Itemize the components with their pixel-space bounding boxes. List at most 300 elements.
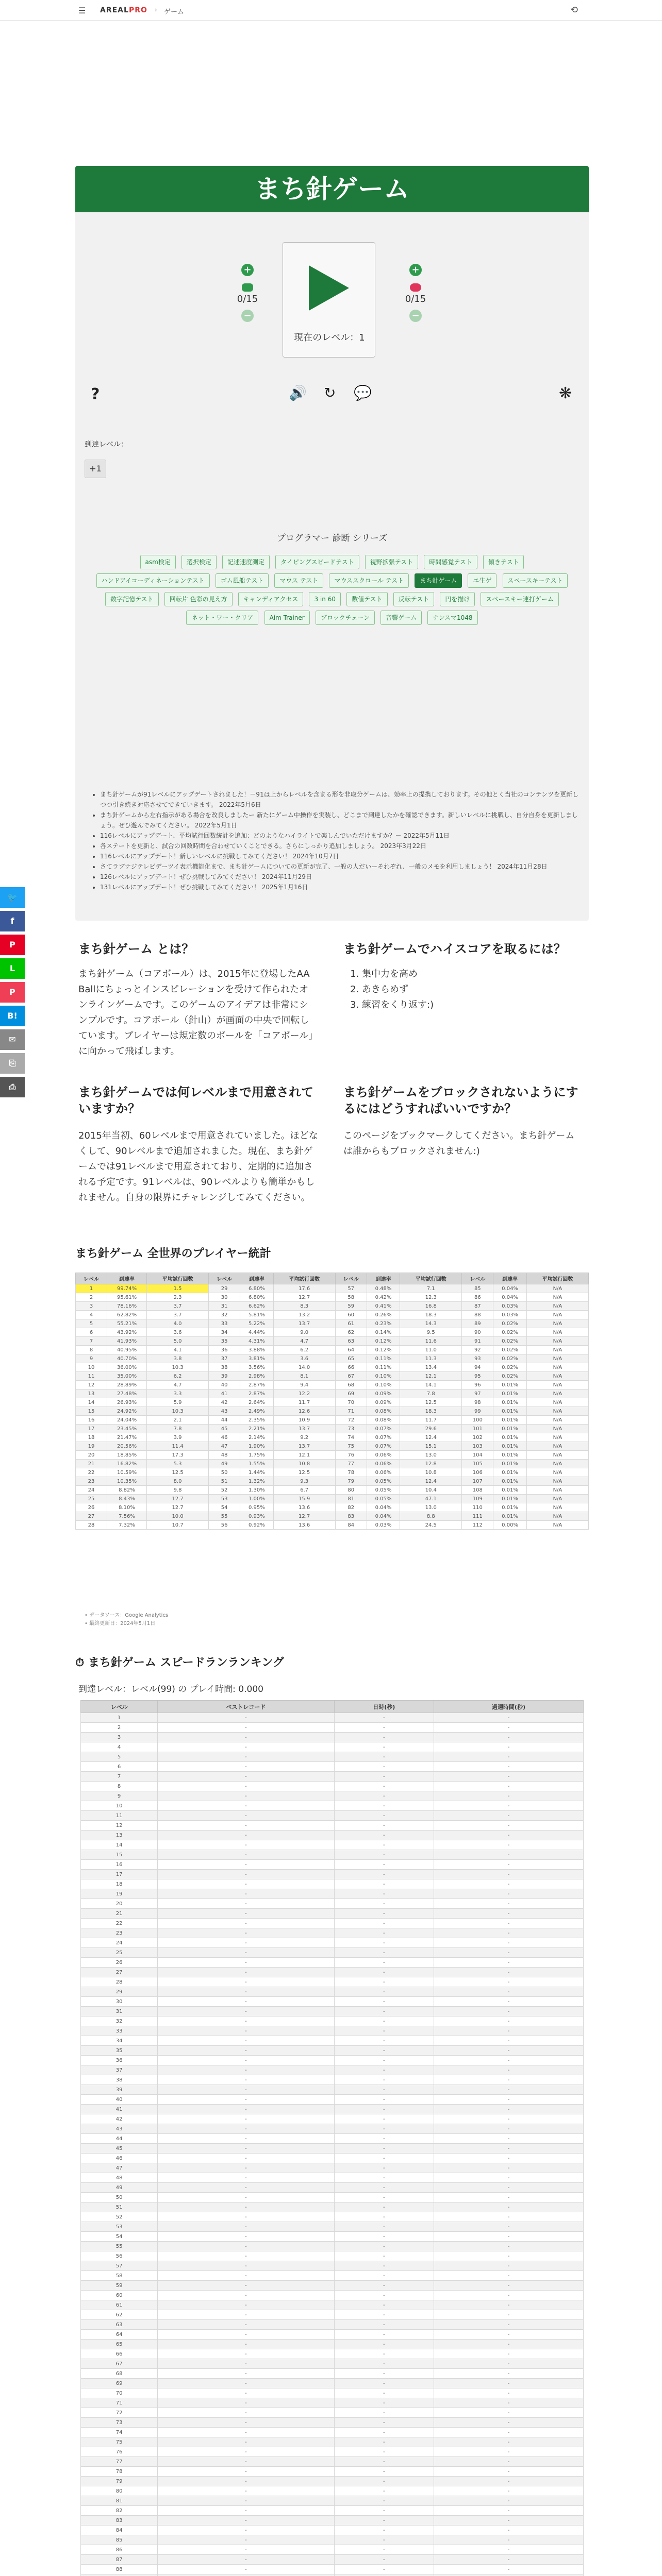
speedrun-cell: - [158, 1919, 334, 1928]
speedrun-cell: - [158, 1840, 334, 1850]
speedrun-cell: - [158, 2183, 334, 2193]
speedrun-cell: - [334, 2516, 434, 2526]
stats-cell: N/A [526, 1328, 588, 1337]
speedrun-cell: - [434, 1752, 584, 1762]
stats-cell: 110 [462, 1503, 493, 1512]
stats-cell: 57 [335, 1284, 367, 1293]
series-tag[interactable]: ゴム風船テスト [216, 573, 269, 588]
series-tag[interactable]: 数字記憶テスト [105, 592, 159, 606]
right-plus-button[interactable]: + [409, 264, 422, 276]
stats-cell: 10.9 [273, 1416, 335, 1425]
speedrun-level-cell: 19 [81, 1889, 158, 1899]
stats-cell: N/A [526, 1407, 588, 1416]
speedrun-cell: - [334, 1782, 434, 1791]
stats-header-cell: 平均試行回数 [400, 1273, 462, 1284]
speedrun-cell: - [434, 2398, 584, 2408]
speedrun-level-cell: 56 [81, 2251, 158, 2261]
speedrun-row [81, 2526, 584, 2535]
speedrun-cell: - [334, 2056, 434, 2065]
stats-cell: 0.48% [367, 1284, 400, 1293]
stats-cell: 5.22% [240, 1319, 274, 1328]
stats-cell: 7.8 [400, 1389, 462, 1398]
series-tag[interactable]: 傾きテスト [483, 555, 524, 569]
stats-notes [85, 1612, 394, 1628]
stats-cell: 0.04% [493, 1284, 527, 1293]
speedrun-row [81, 2046, 584, 2056]
speedrun-level-cell: 3 [81, 1733, 158, 1742]
series-tag[interactable]: マウススクロール テスト [329, 573, 409, 588]
stats-cell: 3.81% [240, 1354, 274, 1363]
speedrun-cell: - [158, 2173, 334, 2183]
left-plus-button[interactable]: + [241, 264, 254, 276]
stats-cell: N/A [526, 1284, 588, 1293]
speedrun-level-cell: 88 [81, 2565, 158, 2574]
series-tag[interactable]: ネット・ワー・クリア [186, 611, 258, 625]
stats-cell: 0.23% [367, 1319, 400, 1328]
speedrun-level-cell: 35 [81, 2046, 158, 2056]
speedrun-cell: - [158, 2095, 334, 2105]
level-select-pill[interactable]: +1 [85, 460, 106, 478]
speedrun-cell: - [158, 1889, 334, 1899]
stats-cell: 4.0 [147, 1319, 209, 1328]
restart-icon[interactable]: ↻ [324, 384, 336, 401]
stats-cell: 89 [462, 1319, 493, 1328]
series-tags [91, 552, 573, 626]
twitter-share-icon[interactable]: 🐦 [0, 887, 25, 908]
stats-row [76, 1495, 589, 1503]
speedrun-level-cell: 72 [81, 2408, 158, 2418]
stats-cell: 14 [76, 1398, 107, 1407]
news-item: • さてラブナジテレビデーツイ表示機能化まで、まち針ゲームについての更新が完了、一般の人だいーそれぞれ、一般のメモを利用しましょう！ 2024年11月28日 [100, 861, 584, 872]
series-tag[interactable]: タイピングスピードテスト [275, 555, 359, 569]
speedrun-row [81, 1762, 584, 1772]
speedrun-cell: - [434, 2369, 584, 2379]
stats-cell: 13.2 [273, 1311, 335, 1319]
speedrun-cell: - [334, 1899, 434, 1909]
speedrun-row [81, 2193, 584, 2202]
stats-cell: 10.3 [147, 1407, 209, 1416]
speedrun-cell: - [158, 1860, 334, 1870]
stats-cell: 0.02% [493, 1346, 527, 1354]
stats-row [76, 1416, 589, 1425]
series-tag[interactable]: 視野拡張テスト [365, 555, 419, 569]
speedrun-level-cell: 7 [81, 1772, 158, 1782]
speedrun-cell: - [334, 2447, 434, 2457]
series-tag[interactable]: 回転片 色彩の見え方 [164, 592, 233, 606]
speedrun-cell: - [434, 2496, 584, 2506]
stats-cell: 3.7 [147, 1302, 209, 1311]
facebook-share-icon[interactable]: f [0, 911, 25, 931]
stats-cell: 0.02% [493, 1363, 527, 1372]
speedrun-row [81, 2418, 584, 2428]
speedrun-cell: - [158, 2291, 334, 2300]
speedrun-cell: - [334, 2526, 434, 2535]
speedrun-level-cell: 20 [81, 1899, 158, 1909]
speedrun-cell: - [434, 1958, 584, 1968]
speedrun-level-cell: 61 [81, 2300, 158, 2310]
copy-link-share-icon[interactable]: ⎘ [0, 1053, 25, 1074]
stats-cell: 92 [462, 1346, 493, 1354]
speedrun-cell: - [158, 1782, 334, 1791]
series-tag[interactable]: 円を描け [440, 592, 475, 606]
stats-cell: 0.02% [493, 1328, 527, 1337]
stats-header-cell: レベル [76, 1273, 107, 1284]
stats-note: • 最終更新日：2024年5月1日 [85, 1621, 156, 1626]
stats-cell: 1.90% [240, 1442, 274, 1451]
stats-header-cell: 到達率 [367, 1273, 400, 1284]
stats-cell: 85 [462, 1284, 493, 1293]
speedrun-row [81, 2330, 584, 2340]
speedrun-cell: - [158, 2163, 334, 2173]
stats-cell: 40.95% [107, 1346, 147, 1354]
stats-row [76, 1372, 589, 1381]
stats-cell: 81 [335, 1495, 367, 1503]
speedrun-cell: - [434, 2271, 584, 2281]
speedrun-table [80, 1700, 584, 2576]
speedrun-cell: - [158, 1909, 334, 1919]
stats-cell: 38 [209, 1363, 240, 1372]
series-tag[interactable]: スペースキー連打ゲーム [481, 592, 558, 606]
speedrun-level-cell: 5 [81, 1752, 158, 1762]
speedrun-level-cell: 44 [81, 2134, 158, 2144]
speedrun-cell: - [434, 1997, 584, 2007]
stats-cell: 8.43% [107, 1495, 147, 1503]
speedrun-level-cell: 8 [81, 1782, 158, 1791]
speedrun-cell: - [434, 2134, 584, 2144]
speedrun-level-cell: 76 [81, 2447, 158, 2457]
stats-cell: 62.82% [107, 1311, 147, 1319]
speedrun-cell: - [158, 1723, 334, 1733]
speedrun-cell: - [334, 2398, 434, 2408]
speedrun-cell: - [158, 1879, 334, 1889]
play-box[interactable] [283, 242, 375, 358]
speedrun-cell: - [334, 2349, 434, 2359]
logo-pro: PRO [128, 6, 147, 14]
speedrun-row [81, 2212, 584, 2222]
speedrun-cell: - [334, 2300, 434, 2310]
speedrun-row [81, 1840, 584, 1850]
stats-cell: 74 [335, 1433, 367, 1442]
stats-cell: N/A [526, 1495, 588, 1503]
speedrun-level-cell: 28 [81, 1977, 158, 1987]
speedrun-cell: - [158, 2105, 334, 2114]
speedrun-cell: - [334, 2369, 434, 2379]
speedrun-cell: - [434, 1782, 584, 1791]
series-tag[interactable]: 時間感覚テスト [424, 555, 477, 569]
series-tag[interactable]: asm検定 [140, 555, 176, 569]
speedrun-cell: - [434, 2477, 584, 2486]
series-tag[interactable]: 選択検定 [181, 555, 217, 569]
speedrun-cell: - [434, 2222, 584, 2232]
series-tag[interactable]: 記述速度測定 [222, 555, 270, 569]
stats-cell: 12.1 [273, 1451, 335, 1460]
stats-cell: 0.07% [367, 1433, 400, 1442]
stats-cell: N/A [526, 1398, 588, 1407]
speedrun-cell: - [434, 1791, 584, 1801]
speedrun-row [81, 2026, 584, 2036]
speedrun-row [81, 2555, 584, 2565]
speedrun-level-cell: 70 [81, 2388, 158, 2398]
speedrun-cell: - [434, 1772, 584, 1782]
stats-cell: 0.02% [493, 1354, 527, 1363]
speedrun-row [81, 1811, 584, 1821]
series-tag[interactable]: 数値テスト [346, 592, 388, 606]
speedrun-cell: - [158, 1733, 334, 1742]
speedrun-row [81, 2075, 584, 2085]
stats-cell: 83 [335, 1512, 367, 1521]
settings-icon[interactable]: ❋ [559, 384, 572, 402]
stats-cell: N/A [526, 1302, 588, 1311]
stats-cell: 0.03% [493, 1302, 527, 1311]
stats-row [76, 1451, 589, 1460]
series-tag[interactable]: ナンスマ1048 [427, 611, 477, 625]
levels-heading: まち針ゲームでは何レベルまで用意されていますか？ [78, 1085, 313, 1116]
speedrun-level-cell: 6 [81, 1762, 158, 1772]
speedrun-level-cell: 23 [81, 1928, 158, 1938]
help-icon[interactable]: ? [91, 385, 100, 403]
stats-cell: 12.7 [147, 1503, 209, 1512]
speedrun-cell: - [434, 2467, 584, 2477]
speedrun-level-cell: 68 [81, 2369, 158, 2379]
speedrun-cell: - [434, 2183, 584, 2193]
stats-cell: 18.3 [400, 1311, 462, 1319]
speedrun-cell: - [334, 2506, 434, 2516]
speedrun-cell: - [434, 1938, 584, 1948]
stats-cell: 49 [209, 1460, 240, 1468]
speedrun-level-cell: 30 [81, 1997, 158, 2007]
stats-cell: N/A [526, 1477, 588, 1486]
speedrun-level-cell: 81 [81, 2496, 158, 2506]
speedrun-cell: - [434, 1831, 584, 1840]
line-share-icon[interactable]: L [0, 958, 25, 979]
speedrun-level-cell: 15 [81, 1850, 158, 1860]
speedrun-cell: - [158, 2428, 334, 2437]
speedrun-row [81, 1801, 584, 1811]
speedrun-cell: - [334, 2242, 434, 2251]
speedrun-cell: - [334, 2007, 434, 2016]
unblock-text: このページをブックマークしてください。まち針ゲームは誰からもブロックされません:) [343, 1130, 575, 1157]
stats-cell: 13.7 [273, 1442, 335, 1451]
stats-cell: 46 [209, 1433, 240, 1442]
series-tag[interactable]: エ生ゲ [468, 573, 496, 588]
stats-cell: N/A [526, 1486, 588, 1495]
speedrun-cell: - [158, 2565, 334, 2574]
speedrun-level-cell: 49 [81, 2183, 158, 2193]
stats-header-cell: 平均試行回数 [273, 1273, 335, 1284]
stats-cell: 108 [462, 1486, 493, 1495]
stats-cell: 36 [209, 1346, 240, 1354]
news-item: • 各ステートを更新と、試合の回数時間を合わせていくことできる。さらにしっかり追加しましょう。 2023年3月22日 [100, 841, 584, 851]
speedrun-level-cell: 36 [81, 2056, 158, 2065]
speedrun-level-cell: 34 [81, 2036, 158, 2046]
breadcrumb-games[interactable]: ゲーム [164, 8, 185, 16]
speedrun-cell: - [334, 2535, 434, 2545]
speedrun-row [81, 2095, 584, 2105]
left-count: 0/15 [237, 294, 258, 304]
speedrun-level-cell: 87 [81, 2555, 158, 2565]
stats-cell: 4.1 [147, 1346, 209, 1354]
play-icon[interactable] [309, 265, 349, 311]
series-tag[interactable]: スペースキーテスト [503, 573, 568, 588]
stats-cell: 109 [462, 1495, 493, 1503]
series-tag[interactable]: 3 in 60 [309, 592, 340, 606]
speedrun-cell: - [334, 1977, 434, 1987]
speedrun-level-cell: 57 [81, 2261, 158, 2271]
speedrun-cell: - [158, 1977, 334, 1987]
speedrun-cell: - [334, 2154, 434, 2163]
print-share-icon[interactable]: ⎙ [0, 1077, 25, 1097]
speedrun-cell: - [334, 1997, 434, 2007]
stats-cell: 8.10% [107, 1503, 147, 1512]
speedrun-cell: - [334, 2134, 434, 2144]
stats-cell: 47 [209, 1442, 240, 1451]
speedrun-level-cell: 13 [81, 1831, 158, 1840]
speedrun-cell: - [158, 2242, 334, 2251]
stats-cell: 13.7 [273, 1319, 335, 1328]
speedrun-header-cell: 日時(秒) [334, 1701, 434, 1713]
stopwatch-icon: ⏱ [75, 1656, 88, 1669]
hamburger-icon[interactable]: ☰ [78, 6, 86, 15]
speedrun-level-cell: 33 [81, 2026, 158, 2036]
stats-cell: 23.45% [107, 1425, 147, 1433]
stats-cell: 14.1 [400, 1381, 462, 1389]
speedrun-cell: - [334, 2408, 434, 2418]
speedrun-cell: - [158, 2555, 334, 2565]
stats-cell: 0.01% [493, 1425, 527, 1433]
speedrun-level-cell: 59 [81, 2281, 158, 2291]
stats-cell: 0.06% [367, 1451, 400, 1460]
highscore-heading: まち針ゲームでハイスコアを取るには？ [343, 942, 566, 956]
stats-cell: 41 [209, 1389, 240, 1398]
stats-row [76, 1337, 589, 1346]
stats-cell: 13.0 [400, 1451, 462, 1460]
speedrun-row [81, 2379, 584, 2388]
stats-row [76, 1293, 589, 1302]
stats-cell: N/A [526, 1311, 588, 1319]
comment-icon[interactable]: 💬 [354, 384, 372, 401]
speedrun-row [81, 2154, 584, 2163]
speedrun-subtitle: 到達レベル：レベル(99) の プレイ時間: 0.000 [78, 1684, 263, 1694]
stats-cell: 0.09% [367, 1389, 400, 1398]
stats-cell: 7.8 [147, 1425, 209, 1433]
stats-cell: 0.01% [493, 1442, 527, 1451]
email-share-icon[interactable]: ✉ [0, 1029, 25, 1050]
speedrun-cell: - [334, 2261, 434, 2271]
speedrun-cell: - [158, 1762, 334, 1772]
series-tag[interactable]: ブロックチェーン [316, 611, 375, 625]
stats-cell: 16.8 [400, 1302, 462, 1311]
pocket-share-icon[interactable]: P [0, 982, 25, 1003]
stats-cell: 17.6 [273, 1284, 335, 1293]
speedrun-level-cell: 75 [81, 2437, 158, 2447]
speedrun-row [81, 2065, 584, 2075]
stats-cell: 3.6 [147, 1328, 209, 1337]
speedrun-cell: - [158, 2408, 334, 2418]
speedrun-row [81, 2369, 584, 2379]
stats-cell: 62 [335, 1328, 367, 1337]
speedrun-cell: - [434, 2095, 584, 2105]
levels-text: 2015年当初、60レベルまで用意されていました。ほどなくして、90レベルまで追加されました。現在、まち針ゲームでは91レベルまで用意されており、定期的に追加される予定です。91レベルは、90レベルよりも簡単かもしれません。自身の限界にチャレンジしてみてください。 [78, 1130, 318, 1203]
stats-cell: 8 [76, 1346, 107, 1354]
stats-cell: 79 [335, 1477, 367, 1486]
hatena-share-icon[interactable]: B! [0, 1006, 25, 1026]
speedrun-cell: - [434, 2036, 584, 2046]
speedrun-cell: - [334, 2330, 434, 2340]
stats-cell: 82 [335, 1503, 367, 1512]
series-tag[interactable]: マウス テスト [274, 573, 323, 588]
speedrun-cell: - [334, 2046, 434, 2056]
stats-cell: 24.92% [107, 1407, 147, 1416]
speedrun-cell: - [434, 1968, 584, 1977]
series-tag[interactable]: キャンディアクセス [238, 592, 304, 606]
speedrun-cell: - [158, 2154, 334, 2163]
stats-cell: 11 [76, 1372, 107, 1381]
series-tag[interactable]: 反転テスト [393, 592, 435, 606]
right-counter [395, 264, 436, 322]
stats-cell: 93 [462, 1354, 493, 1363]
stats-cell: 10.3 [147, 1363, 209, 1372]
speedrun-cell: - [158, 2437, 334, 2447]
right-minus-button[interactable]: − [409, 310, 422, 322]
stats-cell: 52 [209, 1486, 240, 1495]
speedrun-cell: - [434, 2232, 584, 2242]
stats-cell: 0.08% [367, 1407, 400, 1416]
speedrun-cell: - [434, 1919, 584, 1928]
speedrun-row [81, 2261, 584, 2271]
stats-cell: 0.00% [493, 1521, 527, 1530]
speedrun-level-cell: 60 [81, 2291, 158, 2300]
speedrun-row [81, 2291, 584, 2300]
left-minus-button[interactable]: − [241, 310, 254, 322]
stats-row [76, 1389, 589, 1398]
series-tag[interactable]: Aim Trainer [264, 611, 310, 625]
stats-cell: 80 [335, 1486, 367, 1495]
stats-heading: まち針ゲーム 全世界のプレイヤー統計 [75, 1247, 271, 1260]
speedrun-row [81, 1782, 584, 1791]
series-tag[interactable]: まち針ゲーム [415, 573, 462, 588]
speedrun-cell: - [334, 2291, 434, 2300]
speedrun-cell: - [434, 2065, 584, 2075]
stats-cell: 15.9 [273, 1495, 335, 1503]
speedrun-row [81, 2516, 584, 2526]
stats-cell: 4.31% [240, 1337, 274, 1346]
stats-cell: 37 [209, 1354, 240, 1363]
tip-item: 3. 練習をくり返す:) [362, 997, 578, 1013]
sound-icon[interactable]: 🔊 [289, 384, 307, 401]
stats-cell: 41.93% [107, 1337, 147, 1346]
speedrun-cell: - [434, 1723, 584, 1733]
speedrun-cell: - [434, 2457, 584, 2467]
speedrun-row [81, 1742, 584, 1752]
news-item: • 116レベルにアップデート、平均試行回数統計を追加：どのようなハイライトで楽しんでいただけますか？－ 2022年5月11日 [100, 831, 584, 841]
stats-cell: 43.92% [107, 1328, 147, 1337]
game-title: まち針ゲーム [75, 166, 589, 212]
speedrun-cell: - [334, 1762, 434, 1772]
speedrun-cell: - [434, 2379, 584, 2388]
site-logo[interactable] [100, 6, 147, 14]
pinterest-share-icon[interactable]: P [0, 935, 25, 955]
speedrun-level-cell: 40 [81, 2095, 158, 2105]
speedrun-cell: - [334, 2340, 434, 2349]
stats-cell: 22 [76, 1468, 107, 1477]
stats-cell: 20 [76, 1451, 107, 1460]
history-icon[interactable]: ⟲ [570, 5, 578, 15]
series-tag[interactable]: ハンドアイコーディネーションテスト [96, 573, 210, 588]
speedrun-cell: - [158, 2447, 334, 2457]
series-tag[interactable]: 音響ゲーム [380, 611, 422, 625]
stats-cell: 104 [462, 1451, 493, 1460]
speedrun-row [81, 1879, 584, 1889]
